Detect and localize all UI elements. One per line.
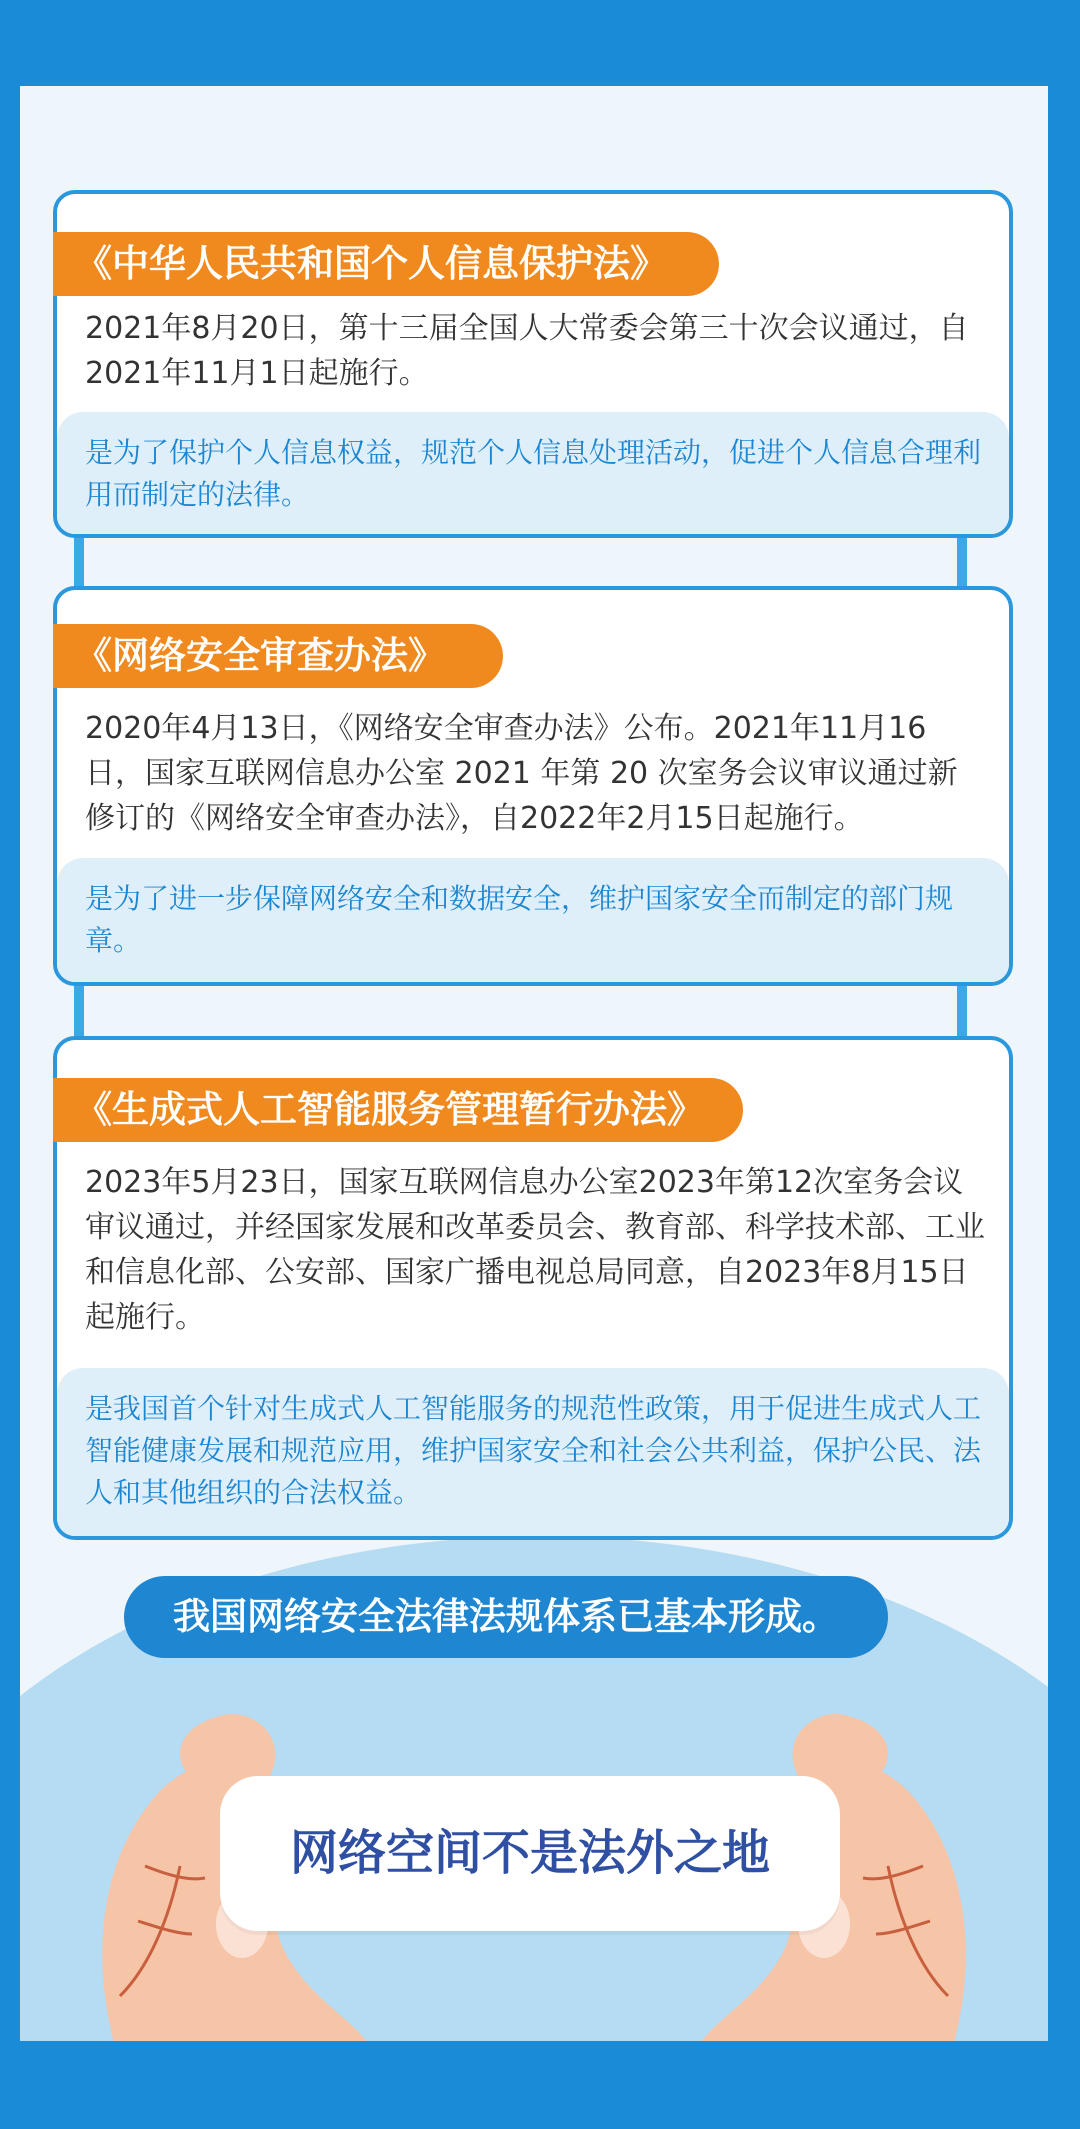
- law-card-1: [53, 190, 1013, 538]
- right-thumb: [793, 1714, 888, 1776]
- law-info-1: 2021年8月20日，第十三届全国人大常委会第三十次会议通过，自2021年11月1日起施行。: [85, 311, 969, 391]
- law-desc-1: 是为了保护个人信息权益，规范个人信息处理活动，促进个人信息合理利用而制定的法律。: [57, 412, 1009, 534]
- law-card-2: [53, 586, 1013, 986]
- law-title-3: 《生成式人工智能服务管理暂行办法》: [53, 1078, 743, 1142]
- law-title-1: 《中华人民共和国个人信息保护法》: [53, 232, 719, 296]
- conclusion-pill: 我国网络安全法律法规体系已基本形成。: [124, 1576, 888, 1658]
- law-desc-3: 是我国首个针对生成式人工智能服务的规范性政策，用于促进生成式人工智能健康发展和规范应用，维护国家安全和社会公共利益，保护公民、法人和其他组织的合法权益。: [57, 1368, 1009, 1536]
- law-info-2: 2020年4月13日，《网络安全审查办法》公布。2021年11月16日，国家互联网信息办公室 2021 年第 20 次室务会议审议通过新修订的《网络安全审查办法》，自2022年2月15日起施行。: [85, 711, 958, 836]
- law-desc-2: 是为了进一步保障网络安全和数据安全，维护国家安全而制定的部门规章。: [57, 858, 1009, 982]
- content-panel: [20, 86, 1048, 2041]
- law-title-2: 《网络安全审查办法》: [53, 624, 503, 688]
- law-card-3: [53, 1036, 1013, 1540]
- left-thumb: [180, 1714, 275, 1776]
- banner: 网络空间不是法外之地: [220, 1776, 840, 1931]
- law-info-3: 2023年5月23日，国家互联网信息办公室2023年第12次室务会议审议通过，并经国家发展和改革委员会、教育部、科学技术部、工业和信息化部、公安部、国家广播电视总局同意，自2023年8月15日起施行。: [85, 1165, 985, 1335]
